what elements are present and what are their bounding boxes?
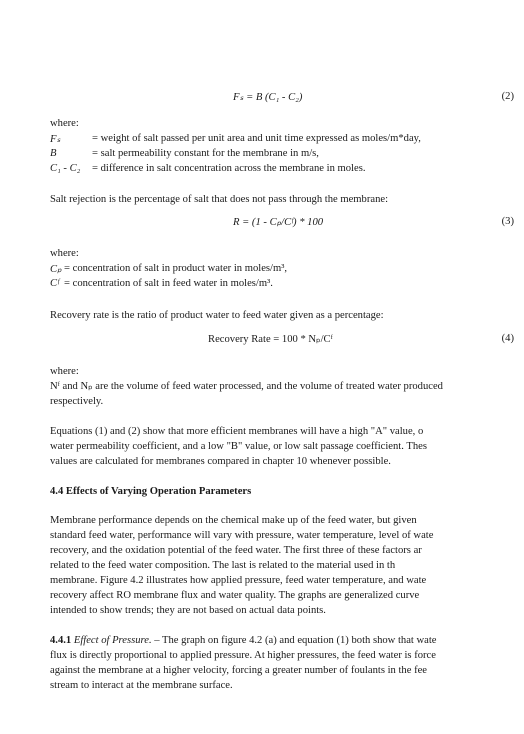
para-perf-line-6: recovery affect RO membrane flux and water quality. The graphs are generalized curve	[50, 590, 420, 601]
equation-2-number: (2)	[501, 91, 514, 102]
where-label-3: where:	[50, 366, 79, 377]
equation-2: Fₛ = B (C₁ - C₂)	[233, 92, 303, 103]
para-perf-line-2: standard feed water, performance will vary with pressure, water temperature, level of wate	[50, 530, 434, 541]
where-label-1: where:	[50, 118, 79, 129]
subsection-number: 4.4.1	[50, 635, 72, 646]
salt-rejection-intro: Salt rejection is the percentage of salt that does not pass through the membrane:	[50, 194, 389, 205]
def-text-b: = salt permeability constant for the membrane in m/s,	[92, 148, 319, 159]
para-perf-line-5: membrane. Figure 4.2 illustrates how applied pressure, feed water temperature, and wate	[50, 575, 427, 586]
equation-3: R = (1 - Cₚ/Cᶠ) * 100	[233, 217, 324, 228]
para-perf-line-3: recovery, and the oxidation potential of the feed water. The first three of these factors ar	[50, 545, 422, 556]
para-perf-line-7: intended to show trends; they are not based on actual data points.	[50, 605, 326, 616]
def-symbol-fs: Fₛ	[50, 134, 61, 145]
where3-line-1: Nᶠ and Nₚ are the volume of feed water processed, and the volume of treated water produced	[50, 381, 443, 392]
para-perf-line-1: Membrane performance depends on the chemical make up of the feed water, but given	[50, 515, 417, 526]
equation-4-number: (4)	[501, 333, 514, 344]
subsection-dash: –	[151, 635, 163, 646]
section-heading: 4.4 Effects of Varying Operation Parameters	[50, 486, 252, 497]
para-eq-line-2: water permeability coefficient, and a low "B" value, or low salt passage coefficient. Thes	[50, 441, 427, 452]
def-text-c1c2: = difference in salt concentration across the membrane in moles.	[92, 163, 366, 174]
def-symbol-cp: Cₚ	[50, 264, 62, 275]
subsection-title: Effect of Pressure.	[73, 635, 152, 646]
para-pressure-line-2: flux is directly proportional to applied pressure. At higher pressures, the feed water is force	[50, 650, 436, 661]
para-pressure-line-4: stream to interact at the membrane surface.	[50, 680, 233, 691]
para-pressure-line-1: The graph on figure 4.2 (a) and equation (1) both show that wate	[162, 635, 437, 646]
def-symbol-c1c2: C₁ - C₂	[50, 163, 81, 174]
equation-3-number: (3)	[501, 216, 514, 227]
para-pressure-line-3: against the membrane at a higher velocity, forcing a greater number of foulants in the fee	[50, 665, 428, 676]
para-perf-line-4: related to the feed water composition. The last is related to the material used in th	[50, 560, 396, 571]
def-text-cf: = concentration of salt in feed water in moles/m³.	[64, 278, 273, 289]
para-eq-line-3: values are calculated for membranes compared in chapter 10 whenever possible.	[50, 456, 391, 467]
def-text-cp: = concentration of salt in product water in moles/m³,	[64, 263, 288, 274]
def-symbol-cf: Cᶠ	[50, 278, 59, 289]
subsection-line-1	[50, 634, 437, 647]
def-text-fs: = weight of salt passed per unit area and unit time expressed as moles/m*day,	[92, 133, 421, 144]
recovery-intro: Recovery rate is the ratio of product water to feed water given as a percentage:	[50, 310, 384, 321]
where-label-2: where:	[50, 248, 79, 259]
para-eq-line-1: Equations (1) and (2) show that more efficient membranes will have a high "A" value, o	[50, 426, 424, 437]
equation-4: Recovery Rate = 100 * Nₚ/Cᶠ	[208, 334, 333, 345]
def-symbol-b: B	[50, 148, 57, 159]
where3-line-2: respectively.	[50, 396, 104, 407]
